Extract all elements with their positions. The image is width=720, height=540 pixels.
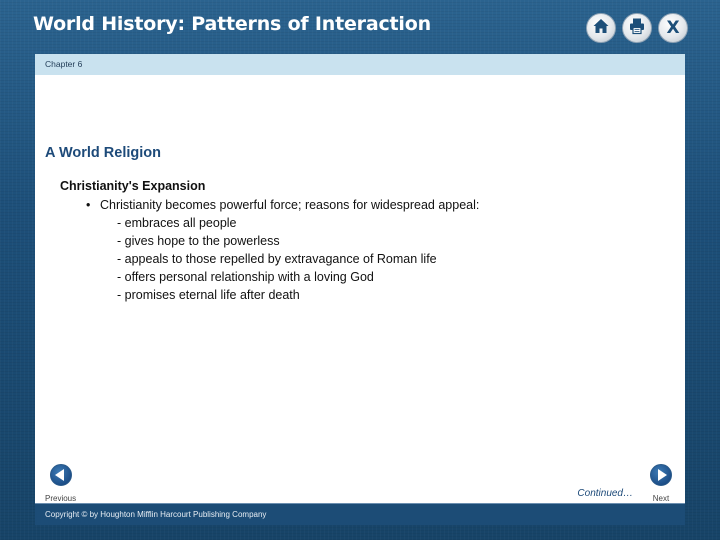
content-heading: Christianity's Expansion (60, 179, 206, 193)
exit-button[interactable] (658, 13, 688, 43)
home-button[interactable] (586, 13, 616, 43)
next-nav (650, 464, 672, 503)
next-button[interactable] (650, 464, 672, 486)
list-item: - appeals to those repelled by extravagance of Roman life (117, 252, 437, 266)
app-title: World History: Patterns of Interaction (33, 13, 431, 35)
previous-nav (45, 464, 76, 503)
bullet-item (60, 196, 660, 214)
top-toolbar (586, 13, 688, 43)
previous-label: Previous (45, 494, 77, 503)
bullet-icon: • (86, 198, 91, 212)
close-icon: X (666, 18, 680, 38)
bullet-text: Christianity becomes powerful force; reasons for widespread appeal: (100, 198, 480, 212)
next-label: Next (652, 494, 670, 503)
slide-content (60, 179, 660, 304)
list-item: - embraces all people (117, 216, 237, 230)
slide-panel (35, 54, 685, 503)
list-item: - promises eternal life after death (117, 288, 300, 302)
previous-button[interactable] (50, 464, 72, 486)
arrow-left-icon (55, 469, 64, 481)
home-icon (592, 17, 610, 40)
list-item: - gives hope to the powerless (117, 234, 280, 248)
sub-list (60, 214, 660, 304)
copyright-footer: Copyright © by Houghton Mifflin Harcourt Publishing Company (35, 503, 685, 525)
arrow-right-icon (658, 469, 667, 481)
continued-label: Continued… (577, 488, 633, 499)
chapter-label: Chapter 6 (35, 54, 685, 75)
list-item: - offers personal relationship with a loving God (117, 270, 374, 284)
printer-icon (628, 17, 646, 40)
print-button[interactable] (622, 13, 652, 43)
section-title: A World Religion (45, 145, 161, 161)
